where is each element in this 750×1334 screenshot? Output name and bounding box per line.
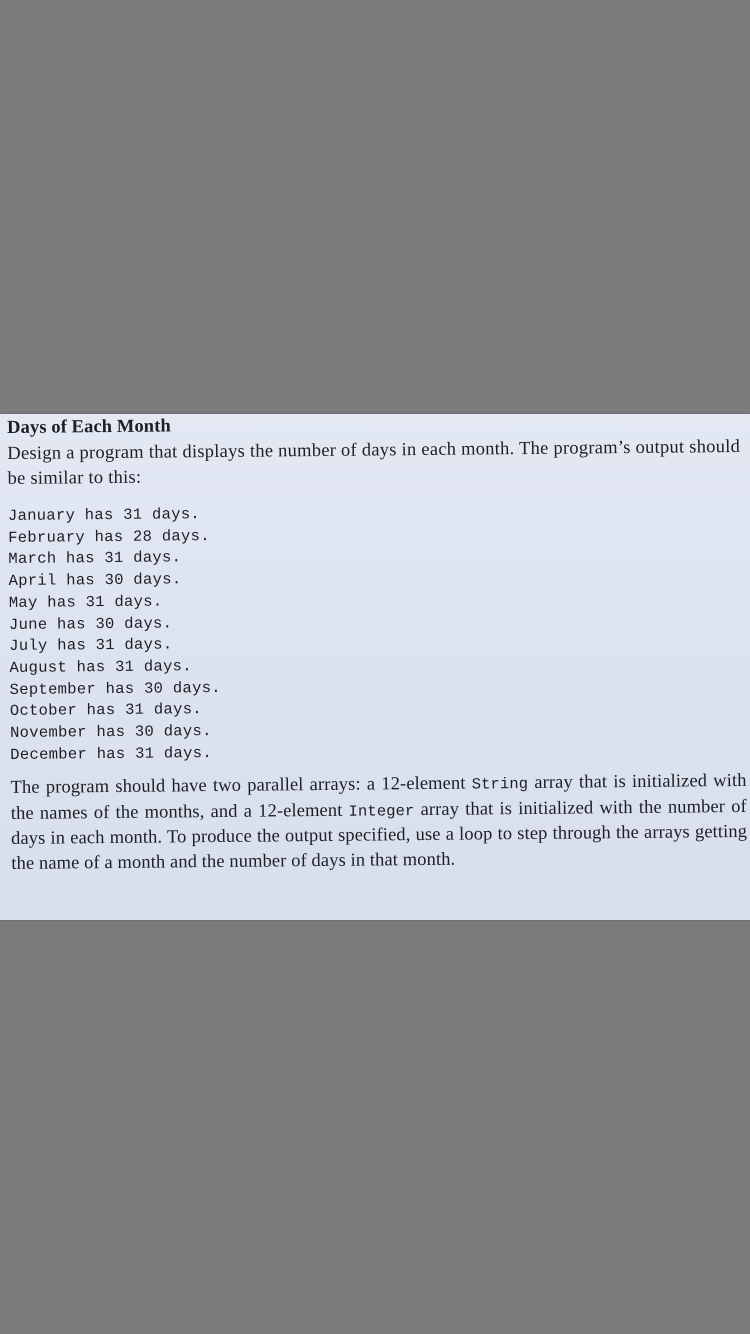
output-line: November has 30 days. bbox=[9, 722, 212, 743]
exercise-text bbox=[7, 414, 747, 876]
sample-output bbox=[8, 499, 746, 766]
output-line: August has 31 days. bbox=[9, 657, 192, 677]
output-line: April has 30 days. bbox=[8, 570, 182, 591]
instructions-text: array that is initialized with the names of the months, and a 12-element bbox=[10, 771, 747, 824]
exercise-instructions bbox=[10, 769, 747, 876]
book-page-photo bbox=[0, 414, 750, 920]
instructions-text: The program should have two parallel arrays: a 12-element bbox=[10, 773, 472, 799]
output-line: May has 31 days. bbox=[8, 592, 163, 612]
exercise-heading: Days of Each Month bbox=[7, 416, 171, 438]
output-line: December has 31 days. bbox=[10, 743, 212, 764]
output-line: October has 31 days. bbox=[9, 700, 202, 721]
output-line: July has 31 days. bbox=[9, 635, 173, 656]
output-line: September has 30 days. bbox=[9, 678, 221, 699]
output-line: March has 31 days. bbox=[8, 548, 182, 569]
code-string: String bbox=[471, 775, 529, 794]
output-line: June has 30 days. bbox=[8, 613, 173, 634]
output-line: February has 28 days. bbox=[8, 526, 210, 547]
output-line: January has 31 days. bbox=[7, 505, 201, 525]
instructions-text: array that is initialized with the number of days in each month. To produce the output specified, use a loop to step through the arrays getting the name of a month and the number of days in that month. bbox=[10, 796, 748, 874]
code-integer: Integer bbox=[348, 802, 415, 821]
exercise-intro: Design a program that displays the number of days in each month. The program’s output should be similar to this: bbox=[7, 436, 741, 489]
